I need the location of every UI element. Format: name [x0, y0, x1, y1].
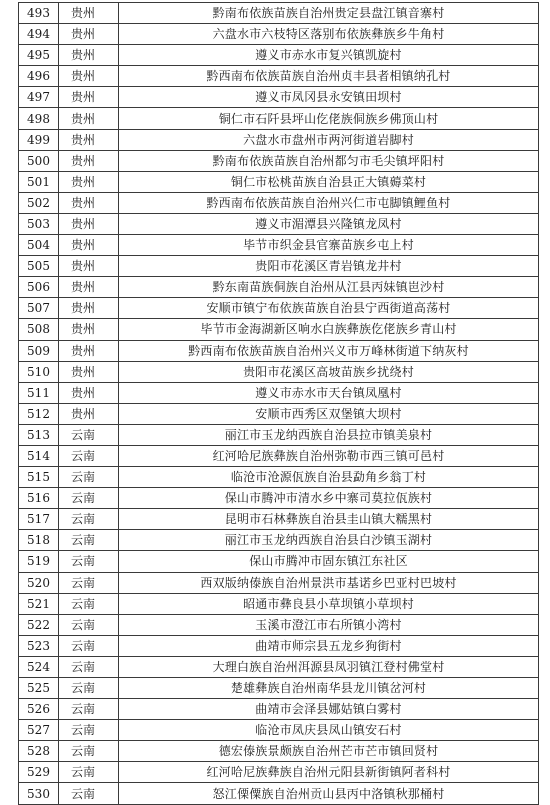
province-cell: 云南: [59, 593, 119, 614]
row-number-cell: 501: [19, 171, 59, 192]
row-number-cell: 497: [19, 87, 59, 108]
province-cell: 贵州: [59, 319, 119, 340]
village-name-cell: 玉溪市澄江市右所镇小湾村: [119, 614, 539, 635]
table-row: [19, 762, 539, 783]
village-name-cell: 西双版纳傣族自治州景洪市基诺乡巴亚村巴坡村: [119, 572, 539, 593]
table-row: [19, 783, 539, 804]
table-row: [19, 361, 539, 382]
province-cell: 云南: [59, 530, 119, 551]
table-row: [19, 24, 539, 45]
province-cell: 云南: [59, 467, 119, 488]
row-number-cell: 518: [19, 530, 59, 551]
province-cell: 贵州: [59, 361, 119, 382]
row-number-cell: 527: [19, 720, 59, 741]
province-cell: 云南: [59, 656, 119, 677]
table-row: [19, 488, 539, 509]
village-name-cell: 红河哈尼族彝族自治州弥勒市西三镇可邑村: [119, 445, 539, 466]
row-number-cell: 502: [19, 192, 59, 213]
table-row: [19, 741, 539, 762]
province-cell: 贵州: [59, 192, 119, 213]
province-cell: 贵州: [59, 87, 119, 108]
province-cell: 贵州: [59, 277, 119, 298]
province-cell: 贵州: [59, 45, 119, 66]
village-name-cell: 六盘水市六枝特区落别布依族彝族乡牛角村: [119, 24, 539, 45]
table-row: [19, 635, 539, 656]
table-row: [19, 45, 539, 66]
village-list-table: [18, 2, 539, 805]
province-cell: 贵州: [59, 129, 119, 150]
row-number-cell: 521: [19, 593, 59, 614]
table-row: [19, 403, 539, 424]
row-number-cell: 511: [19, 382, 59, 403]
row-number-cell: 513: [19, 424, 59, 445]
table-row: [19, 108, 539, 129]
village-name-cell: 黔南布依族苗族自治州贵定县盘江镇音寨村: [119, 3, 539, 24]
village-name-cell: 毕节市织金县官寨苗族乡屯上村: [119, 235, 539, 256]
village-name-cell: 遵义市赤水市复兴镇凯旋村: [119, 45, 539, 66]
village-name-cell: 曲靖市会泽县娜姑镇白雾村: [119, 699, 539, 720]
province-cell: 云南: [59, 783, 119, 804]
table-row: [19, 382, 539, 403]
row-number-cell: 524: [19, 656, 59, 677]
table-row: [19, 256, 539, 277]
province-cell: 云南: [59, 699, 119, 720]
village-name-cell: 昆明市石林彝族自治县圭山镇大糯黑村: [119, 509, 539, 530]
table-row: [19, 593, 539, 614]
village-name-cell: 铜仁市石阡县坪山仡佬族侗族乡佛顶山村: [119, 108, 539, 129]
table-row: [19, 3, 539, 24]
village-name-cell: 遵义市赤水市天台镇凤凰村: [119, 382, 539, 403]
village-name-cell: 丽江市玉龙纳西族自治县拉市镇美泉村: [119, 424, 539, 445]
village-name-cell: 毕节市金海湖新区响水白族彝族仡佬族乡青山村: [119, 319, 539, 340]
row-number-cell: 514: [19, 445, 59, 466]
village-name-cell: 临沧市沧源佤族自治县勐角乡翁丁村: [119, 467, 539, 488]
village-name-cell: 铜仁市松桃苗族自治县正大镇薅菜村: [119, 171, 539, 192]
village-name-cell: 昭通市彝良县小草坝镇小草坝村: [119, 593, 539, 614]
province-cell: 云南: [59, 551, 119, 572]
table-body: [19, 3, 539, 805]
row-number-cell: 505: [19, 256, 59, 277]
village-name-cell: 保山市腾冲市固东镇江东社区: [119, 551, 539, 572]
village-name-cell: 安顺市西秀区双堡镇大坝村: [119, 403, 539, 424]
village-name-cell: 安顺市镇宁布依族苗族自治县宁西街道高荡村: [119, 298, 539, 319]
table-row: [19, 66, 539, 87]
province-cell: 云南: [59, 488, 119, 509]
table-row: [19, 171, 539, 192]
table-row: [19, 614, 539, 635]
table-row: [19, 213, 539, 234]
row-number-cell: 499: [19, 129, 59, 150]
table-row: [19, 87, 539, 108]
row-number-cell: 520: [19, 572, 59, 593]
village-name-cell: 黔西南布依族苗族自治州兴义市万峰林街道下纳灰村: [119, 340, 539, 361]
table-row: [19, 720, 539, 741]
province-cell: 贵州: [59, 3, 119, 24]
province-cell: 贵州: [59, 108, 119, 129]
province-cell: 云南: [59, 762, 119, 783]
province-cell: 贵州: [59, 403, 119, 424]
province-cell: 云南: [59, 424, 119, 445]
village-name-cell: 大理白族自治州洱源县凤羽镇江登村佛堂村: [119, 656, 539, 677]
table-row: [19, 509, 539, 530]
table-row: [19, 298, 539, 319]
village-name-cell: 楚雄彝族自治州南华县龙川镇岔河村: [119, 678, 539, 699]
row-number-cell: 529: [19, 762, 59, 783]
table-row: [19, 150, 539, 171]
row-number-cell: 500: [19, 150, 59, 171]
row-number-cell: 512: [19, 403, 59, 424]
province-cell: 云南: [59, 572, 119, 593]
village-name-cell: 临沧市凤庆县凤山镇安石村: [119, 720, 539, 741]
row-number-cell: 523: [19, 635, 59, 656]
row-number-cell: 517: [19, 509, 59, 530]
row-number-cell: 509: [19, 340, 59, 361]
table-row: [19, 467, 539, 488]
row-number-cell: 507: [19, 298, 59, 319]
table-row: [19, 445, 539, 466]
village-name-cell: 曲靖市师宗县五龙乡狗街村: [119, 635, 539, 656]
province-cell: 贵州: [59, 66, 119, 87]
province-cell: 云南: [59, 720, 119, 741]
row-number-cell: 528: [19, 741, 59, 762]
table-row: [19, 678, 539, 699]
row-number-cell: 510: [19, 361, 59, 382]
village-name-cell: 贵阳市花溪区青岩镇龙井村: [119, 256, 539, 277]
table-row: [19, 656, 539, 677]
row-number-cell: 503: [19, 213, 59, 234]
village-name-cell: 黔西南布依族苗族自治州兴仁市屯脚镇鲤鱼村: [119, 192, 539, 213]
table-row: [19, 319, 539, 340]
row-number-cell: 498: [19, 108, 59, 129]
row-number-cell: 522: [19, 614, 59, 635]
province-cell: 贵州: [59, 171, 119, 192]
province-cell: 贵州: [59, 235, 119, 256]
village-name-cell: 遵义市湄潭县兴隆镇龙凤村: [119, 213, 539, 234]
village-name-cell: 丽江市玉龙纳西族自治县白沙镇玉湖村: [119, 530, 539, 551]
village-name-cell: 六盘水市盘州市两河街道岩脚村: [119, 129, 539, 150]
row-number-cell: 493: [19, 3, 59, 24]
row-number-cell: 519: [19, 551, 59, 572]
row-number-cell: 525: [19, 678, 59, 699]
village-name-cell: 黔东南苗族侗族自治州从江县丙妹镇岜沙村: [119, 277, 539, 298]
row-number-cell: 516: [19, 488, 59, 509]
row-number-cell: 495: [19, 45, 59, 66]
row-number-cell: 530: [19, 783, 59, 804]
table-row: [19, 277, 539, 298]
province-cell: 云南: [59, 445, 119, 466]
table-row: [19, 235, 539, 256]
village-name-cell: 遵义市凤冈县永安镇田坝村: [119, 87, 539, 108]
province-cell: 贵州: [59, 298, 119, 319]
province-cell: 贵州: [59, 150, 119, 171]
table-row: [19, 129, 539, 150]
table-row: [19, 192, 539, 213]
province-cell: 贵州: [59, 24, 119, 45]
province-cell: 云南: [59, 509, 119, 530]
province-cell: 贵州: [59, 213, 119, 234]
row-number-cell: 526: [19, 699, 59, 720]
table-row: [19, 699, 539, 720]
table-row: [19, 572, 539, 593]
province-cell: 云南: [59, 614, 119, 635]
village-name-cell: 保山市腾冲市清水乡中寨司莫拉佤族村: [119, 488, 539, 509]
row-number-cell: 508: [19, 319, 59, 340]
village-name-cell: 怒江傈僳族自治州贡山县丙中洛镇秋那桶村: [119, 783, 539, 804]
row-number-cell: 494: [19, 24, 59, 45]
row-number-cell: 496: [19, 66, 59, 87]
village-name-cell: 红河哈尼族彝族自治州元阳县新街镇阿者科村: [119, 762, 539, 783]
province-cell: 云南: [59, 635, 119, 656]
row-number-cell: 515: [19, 467, 59, 488]
province-cell: 云南: [59, 741, 119, 762]
row-number-cell: 506: [19, 277, 59, 298]
village-name-cell: 贵阳市花溪区高坡苗族乡扰绕村: [119, 361, 539, 382]
table-row: [19, 424, 539, 445]
table-row: [19, 340, 539, 361]
table-row: [19, 551, 539, 572]
province-cell: 云南: [59, 678, 119, 699]
province-cell: 贵州: [59, 256, 119, 277]
province-cell: 贵州: [59, 382, 119, 403]
province-cell: 贵州: [59, 340, 119, 361]
table-row: [19, 530, 539, 551]
row-number-cell: 504: [19, 235, 59, 256]
village-name-cell: 德宏傣族景颇族自治州芒市芒市镇回贤村: [119, 741, 539, 762]
village-name-cell: 黔南布依族苗族自治州都匀市毛尖镇坪阳村: [119, 150, 539, 171]
village-name-cell: 黔西南布依族苗族自治州贞丰县者相镇纳孔村: [119, 66, 539, 87]
